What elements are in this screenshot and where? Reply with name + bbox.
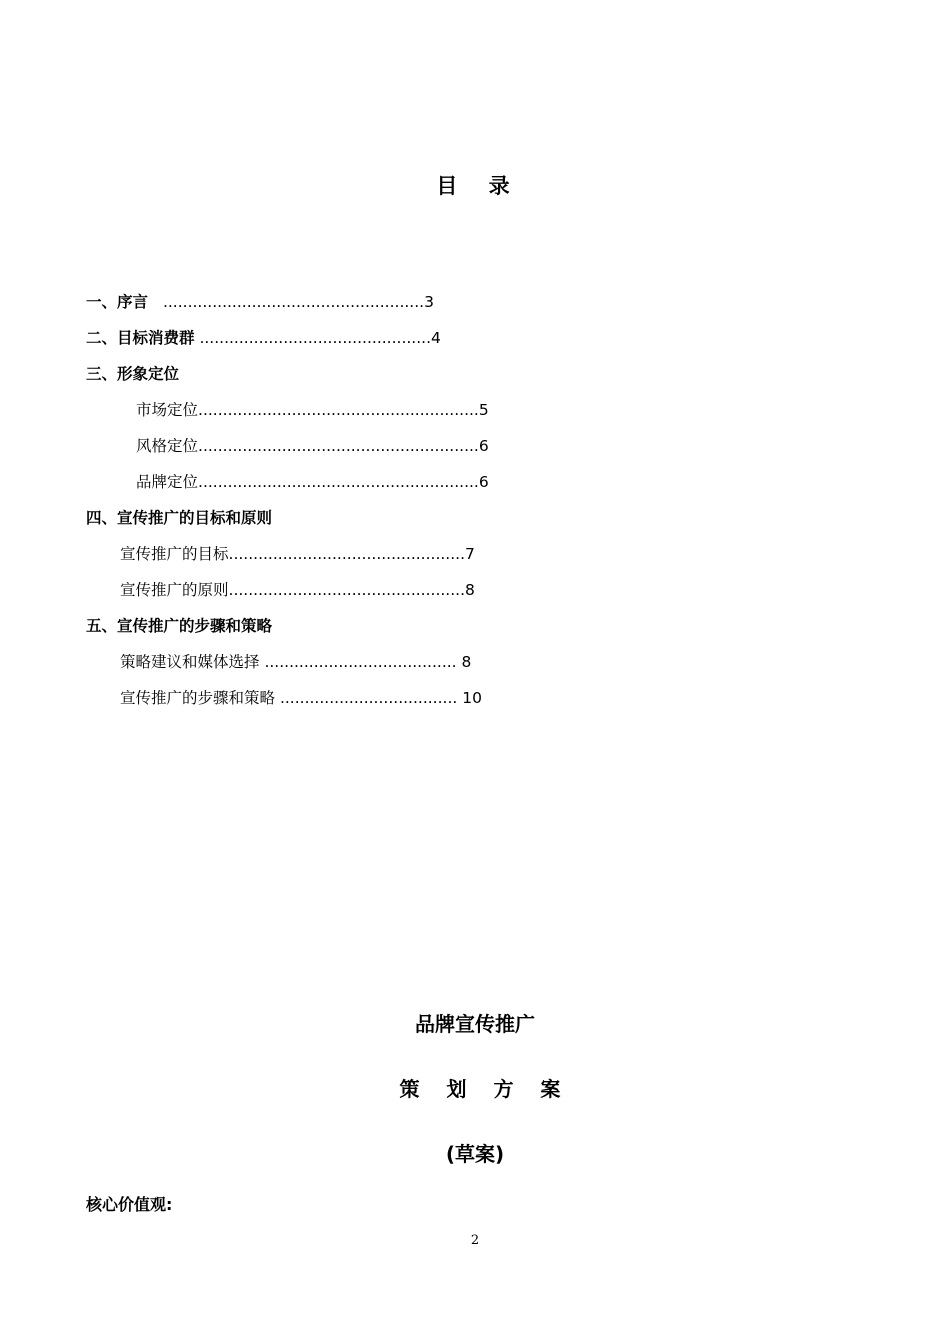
toc-entry-leader: ................................................ <box>228 545 466 563</box>
toc-entry[interactable] <box>86 432 686 468</box>
toc-entry-label: 二、目标消费群 <box>86 329 195 347</box>
plan-title-line1: 品牌宣传推广 <box>415 1012 535 1036</box>
toc-entry-label: 宣传推广的原则 <box>120 581 229 599</box>
toc-entry-page: 8 <box>465 581 475 599</box>
toc-entry[interactable] <box>86 360 686 396</box>
toc-entry[interactable] <box>86 468 686 504</box>
toc-entry-leader: .................................... <box>275 689 458 707</box>
toc-entry-label: 策略建议和媒体选择 <box>120 653 260 671</box>
toc-entry-page: 8 <box>456 653 472 671</box>
plan-title-line3: (草案) <box>445 1142 505 1166</box>
table-of-contents <box>86 288 686 720</box>
toc-entry-page: 10 <box>457 689 482 707</box>
toc-entry[interactable] <box>86 540 686 576</box>
toc-entry[interactable] <box>86 648 686 684</box>
toc-entry-leader: ......................................................... <box>198 437 479 455</box>
toc-title: 目 录 <box>436 174 522 198</box>
toc-entry[interactable] <box>86 288 686 324</box>
toc-entry-leader: ......................................................... <box>198 401 479 419</box>
page-number: 2 <box>470 1233 480 1248</box>
toc-entry-label: 四、宣传推广的目标和原则 <box>86 509 273 527</box>
toc-entry[interactable] <box>86 612 686 648</box>
toc-entry[interactable] <box>86 576 686 612</box>
plan-title-line2: 策 划 方 案 <box>399 1077 571 1101</box>
toc-entry-label: 品牌定位 <box>136 473 199 491</box>
toc-entry[interactable] <box>86 324 686 360</box>
toc-entry-leader: ......................................................... <box>198 473 479 491</box>
toc-entry-label: 市场定位 <box>136 401 199 419</box>
toc-entry-page: 4 <box>431 329 441 347</box>
toc-entry[interactable] <box>86 504 686 540</box>
toc-entry-label: 三、形象定位 <box>86 365 180 383</box>
toc-entry-leader: ............................................... <box>194 329 432 347</box>
toc-entry-leader: ..................................................... <box>158 293 425 311</box>
toc-entry-leader: ....................................... <box>259 653 457 671</box>
toc-entry-label: 一、序言 <box>86 293 149 311</box>
toc-entry-page: 3 <box>424 293 434 311</box>
core-values-heading: 核心价值观: <box>86 1195 173 1214</box>
toc-entry[interactable] <box>86 684 686 720</box>
toc-entry-label: 五、宣传推广的步骤和策略 <box>86 617 273 635</box>
toc-entry[interactable] <box>86 396 686 432</box>
toc-entry-leader: ................................................ <box>228 581 466 599</box>
toc-entry-label: 宣传推广的目标 <box>120 545 229 563</box>
toc-entry-page: 6 <box>478 473 489 491</box>
toc-entry-label: 风格定位 <box>136 437 199 455</box>
toc-entry-label: 宣传推广的步骤和策略 <box>120 689 276 707</box>
toc-entry-page: 5 <box>478 401 489 419</box>
toc-entry-page: 6 <box>478 437 489 455</box>
toc-entry-page: 7 <box>465 545 475 563</box>
